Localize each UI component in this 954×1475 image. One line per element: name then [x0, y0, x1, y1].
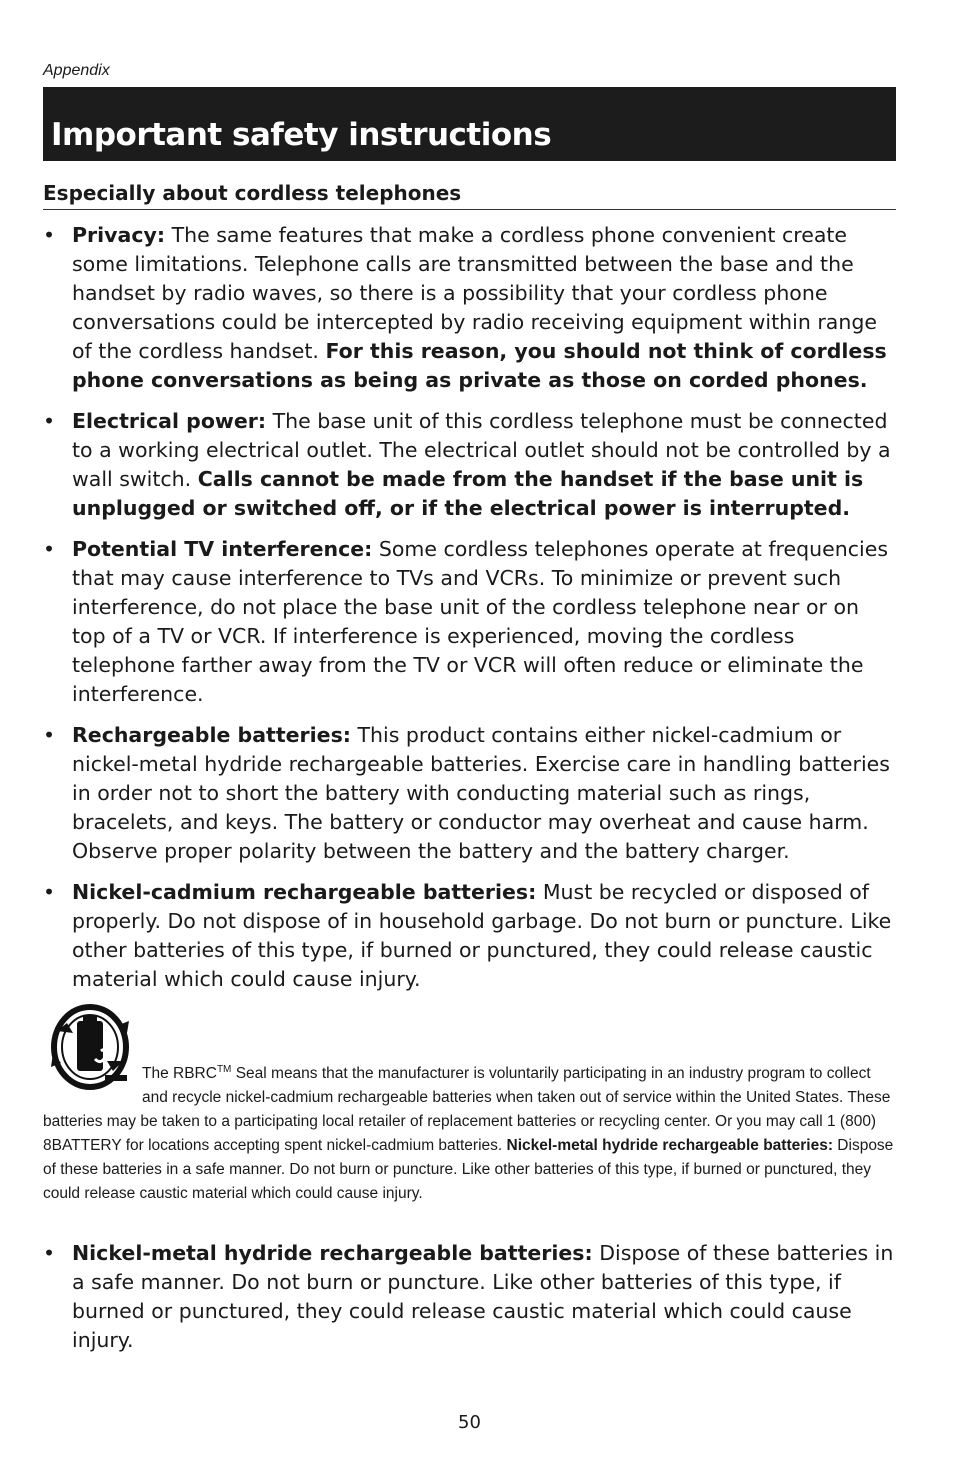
bullet-glyph: • [43, 880, 56, 904]
bullet-glyph: • [43, 409, 56, 433]
subheading: Especially about cordless telephones [43, 181, 896, 210]
bullet-text: This product contains either nickel-cadmium or nickel-metal hydride rechargeable batteries. Exercise care in handling batteries in order not to short the battery with conducting material such as rings, bracelets, and keys. The battery or conductor may overheat and cause harm. Observe proper polarity between the battery and the battery charger. [72, 723, 890, 863]
bullet-nicad-batteries [43, 878, 896, 994]
bullet-lead: Nickel-cadmium rechargeable batteries: [72, 880, 537, 904]
bullet-glyph: • [43, 1241, 56, 1265]
seal-intro: The RBRC [142, 1065, 217, 1082]
trademark-symbol: TM [216, 1063, 232, 1075]
bullet-lead: Electrical power: [72, 409, 267, 433]
bullet-text: The base unit of this cordless telephone must be connected to a working electrical outlet. The electrical outlet should not be controlled by a wall switch. [72, 409, 891, 491]
seal-bold-heading: Nickel-metal hydride rechargeable batteries: [506, 1137, 833, 1154]
bullet-nimh-batteries [43, 1239, 896, 1355]
section-label: Appendix [43, 62, 110, 79]
safety-bullet-list [43, 221, 896, 1006]
seal-description: Seal means that the manufacturer is voluntarily participating in an industry program to collect and recycle nickel-cadmium rechargeable batteries when taken out of service within the United States. These batteries may be taken to a participating local retailer of replacement batteries or recycling center. Or you may call 1 (800) 8BATTERY for locations accepting spent nickel-cadmium batteries. [43, 1065, 891, 1154]
bullet-glyph: • [43, 723, 56, 747]
bullet-glyph: • [43, 223, 56, 247]
bullet-electrical-power [43, 407, 896, 523]
rbrc-seal-notice [43, 1003, 896, 1206]
bullet-privacy [43, 221, 896, 395]
seal-disposal-text: Dispose of these batteries in a safe manner. Do not burn or puncture. Like other batteries of this type, if burned or punctured, they could release caustic material which could cause injury. [43, 1137, 894, 1202]
bullet-glyph: • [43, 537, 56, 561]
page-title: Important safety instructions [51, 117, 552, 153]
final-bullet-list [43, 1239, 896, 1355]
bullet-emphasis: For this reason, you should not think of cordless phone conversations as being as private as those on corded phones. [72, 339, 887, 392]
bullet-rechargeable-batteries [43, 721, 896, 866]
title-bar [43, 87, 896, 161]
bullet-emphasis: Calls cannot be made from the handset if the base unit is unplugged or switched off, or if the electrical power is interrupted. [72, 467, 864, 520]
bullet-text: Some cordless telephones operate at frequencies that may cause interference to TVs and VCRs. To minimize or prevent such interference, do not place the base unit of the cordless telephone near or on top of a TV or VCR. If interference is experienced, moving the cordless telephone farther away from the TV or VCR will often reduce or eliminate the interference. [72, 537, 889, 706]
bullet-lead: Nickel-metal hydride rechargeable batteries: [72, 1241, 593, 1265]
page-number: 50 [458, 1412, 481, 1433]
bullet-lead: Potential TV interference: [72, 537, 373, 561]
bullet-lead: Privacy: [72, 223, 166, 247]
bullet-tv-interference [43, 535, 896, 709]
bullet-lead: Rechargeable batteries: [72, 723, 351, 747]
bullet-text: Dispose of these batteries in a safe manner. Do not burn or puncture. Like other batteries of this type, if burned or punctured, they could release caustic material which could cause injury. [72, 1241, 894, 1352]
bullet-text: The same features that make a cordless phone convenient create some limitations. Telephone calls are transmitted between the base and the handset by radio waves, so there is a possibility that your cordless phone conversations could be intercepted by radio receiving equipment within range of the cordless handset. [72, 223, 877, 363]
seal-text [43, 1003, 896, 1206]
rbrc-recycling-seal-icon [43, 1003, 138, 1091]
bullet-text: Must be recycled or disposed of properly. Do not dispose of in household garbage. Do not burn or puncture. Like other batteries of this type, if burned or punctured, they could release caustic material which could cause injury. [72, 880, 892, 991]
